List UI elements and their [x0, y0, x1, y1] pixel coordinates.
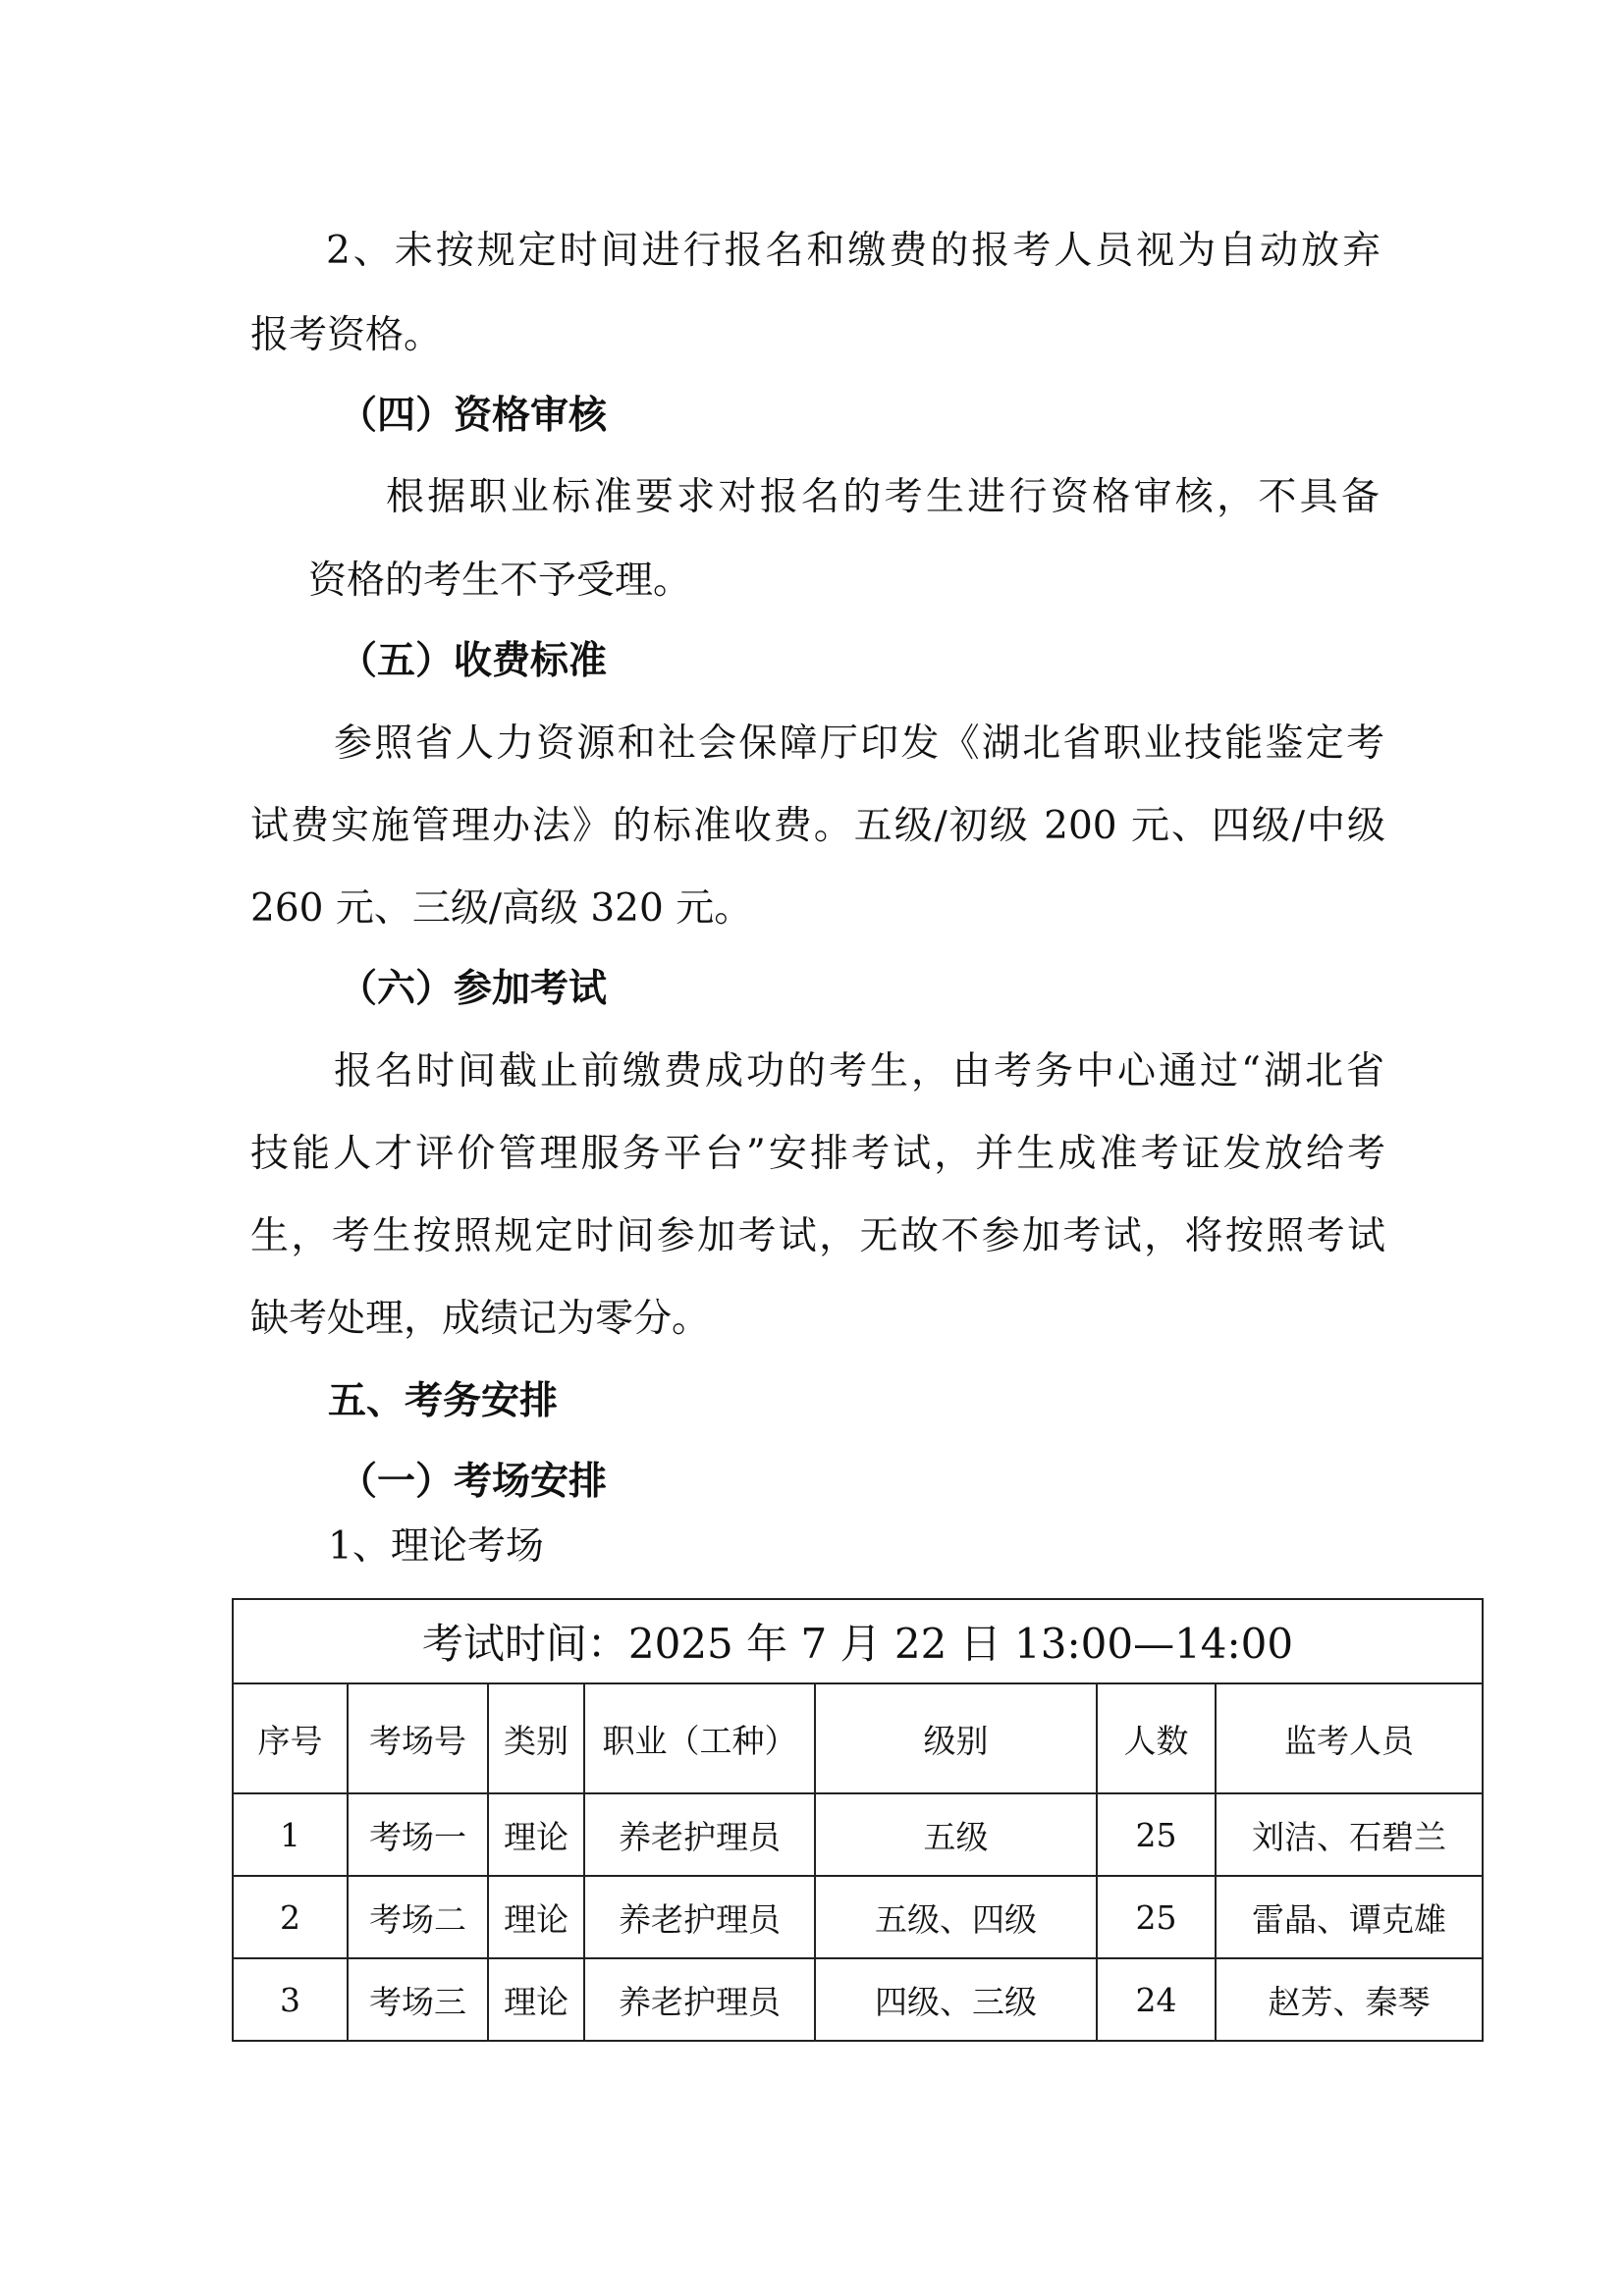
column-header: 类别: [488, 1683, 584, 1793]
column-header: 监考人员: [1216, 1683, 1483, 1793]
paragraph-line: 参照省人力资源和社会保障厅印发《湖北省职业技能鉴定考: [334, 721, 1384, 766]
paragraph-line: 技能人才评价管理服务平台”安排考试，并生成准考证发放给考: [250, 1132, 1385, 1176]
paragraph-line: 2、未按规定时间进行报名和缴费的报考人员视为自动放弃: [326, 229, 1380, 273]
table-cell: 养老护理员: [584, 1876, 815, 1958]
paragraph-line: 260 元、三级/高级 320 元。: [250, 886, 753, 931]
table-cell: 25: [1097, 1876, 1216, 1958]
column-header: 人数: [1097, 1683, 1216, 1793]
paragraph-line: 根据职业标准要求对报名的考生进行资格审核，不具备: [386, 475, 1380, 519]
section-heading: （五）收费标准: [339, 638, 608, 683]
table-cell: 1: [233, 1793, 348, 1876]
column-header: 考场号: [348, 1683, 488, 1793]
table-row: [233, 1876, 1483, 1958]
table-cell: 理论: [488, 1793, 584, 1876]
paragraph-line: 资格的考生不予受理。: [308, 559, 692, 603]
column-header: 级别: [815, 1683, 1097, 1793]
paragraph-line: 生，考生按照规定时间参加考试，无故不参加考试，将按照考试: [250, 1214, 1385, 1258]
table-cell: 四级、三级: [815, 1958, 1097, 2041]
table-cell: 考场三: [348, 1958, 488, 2041]
table-cell: 五级: [815, 1793, 1097, 1876]
paragraph-line: 报考资格。: [250, 313, 443, 357]
table-cell: 24: [1097, 1958, 1216, 2041]
table-cell: 考场二: [348, 1876, 488, 1958]
section-heading: （一）考场安排: [339, 1459, 608, 1504]
table-row: [233, 1958, 1483, 2041]
paragraph-line: 试费实施管理办法》的标准收费。五级/初级 200 元、四级/中级: [250, 804, 1385, 848]
paragraph-line: 缺考处理，成绩记为零分。: [250, 1297, 711, 1341]
table-cell: 理论: [488, 1876, 584, 1958]
table-cell: 养老护理员: [584, 1958, 815, 2041]
column-header: 职业（工种）: [584, 1683, 815, 1793]
column-header: 序号: [233, 1683, 348, 1793]
subsection-heading: 1、理论考场: [328, 1524, 544, 1569]
table-caption: 考试时间：2025 年 7 月 22 日 13:00—14:00: [233, 1599, 1483, 1683]
chapter-heading: 五、考务安排: [328, 1378, 559, 1423]
table-cell: 雷晶、谭克雄: [1216, 1876, 1483, 1958]
section-heading: （六）参加考试: [339, 966, 608, 1011]
table-cell: 理论: [488, 1958, 584, 2041]
table-cell: 五级、四级: [815, 1876, 1097, 1958]
table-cell: 刘洁、石碧兰: [1216, 1793, 1483, 1876]
table-row: [233, 1793, 1483, 1876]
table-cell: 赵芳、秦琴: [1216, 1958, 1483, 2041]
table-cell: 养老护理员: [584, 1793, 815, 1876]
table-cell: 2: [233, 1876, 348, 1958]
table-cell: 考场一: [348, 1793, 488, 1876]
paragraph-line: 报名时间截止前缴费成功的考生，由考务中心通过“湖北省: [334, 1049, 1384, 1094]
table-cell: 3: [233, 1958, 348, 2041]
table-cell: 25: [1097, 1793, 1216, 1876]
exam-room-table: [232, 1598, 1484, 2042]
section-heading: （四）资格审核: [339, 393, 608, 438]
